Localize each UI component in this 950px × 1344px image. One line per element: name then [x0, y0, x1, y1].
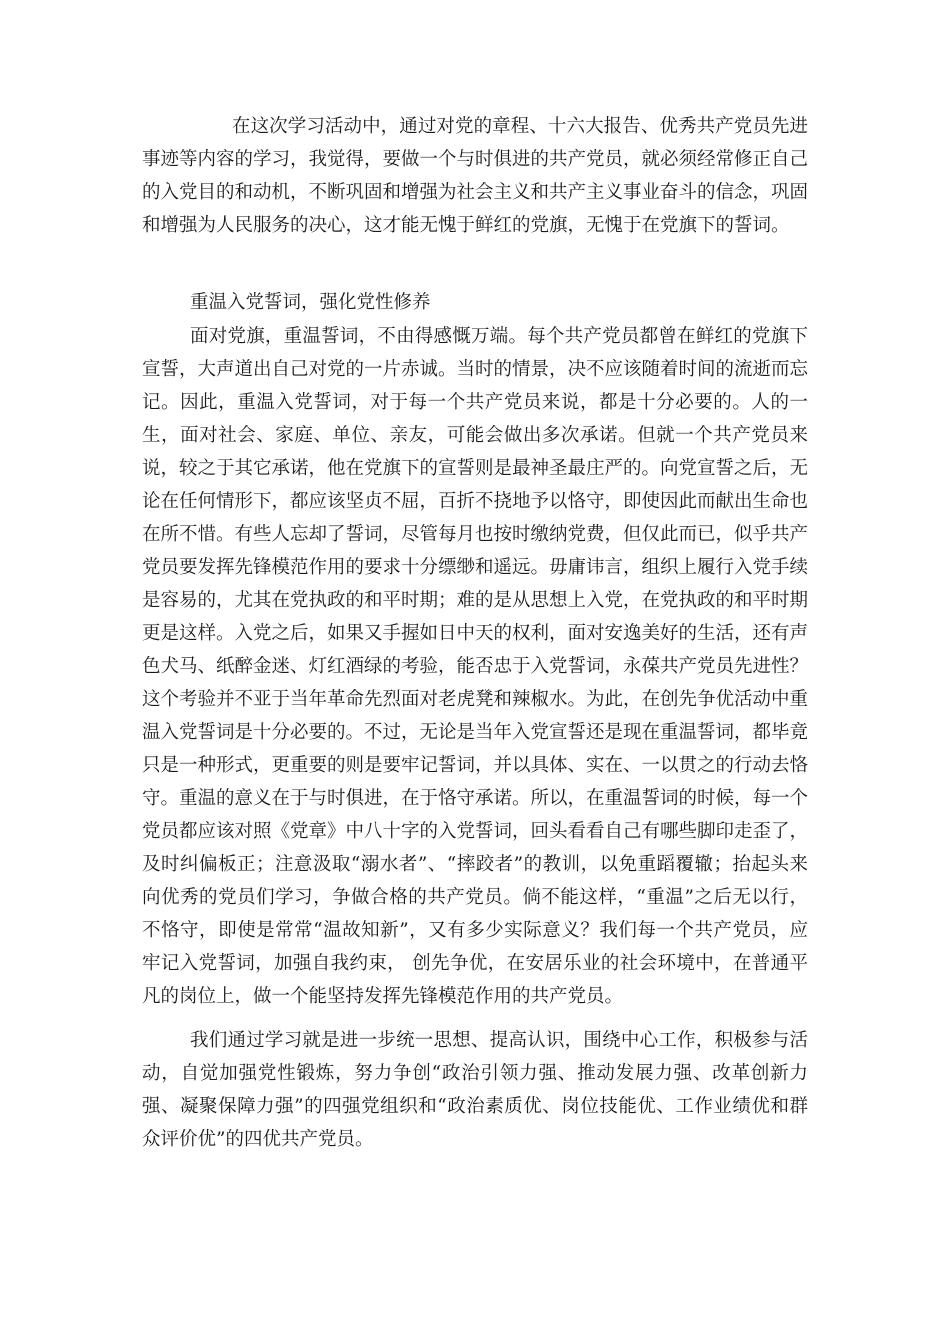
- paragraph-study-reflection: [142, 110, 808, 242]
- section-heading: [142, 286, 808, 319]
- paragraph-conclusion: [142, 1024, 808, 1156]
- section-heading-text: 重温入党誓词，强化党性修养: [190, 292, 431, 313]
- paragraph-oath-review: [142, 320, 808, 1013]
- paragraph-text: 面对党旗，重温誓词，不由得感慨万端。每个共产党员都曾在鲜红的党旗下宣誓，大声道出自己对党的一片赤诚。当时的情景，决不应该随着时间的流逝而忘记。因此，重温入党誓词，对于每一个共产党员来说，都是十分必要的。人的一生，面对社会、家庭、单位、亲友，可能会做出多次承诺。但就一个共产党员来说，较之于其它承诺，他在党旗下的宣誓则是最神圣最庄严的。向党宣誓之后，无论在任何情形下，都应该坚贞不屈，百折不挠地予以恪守，即使因此而献出生命也在所不惜。有些人忘却了誓词，尽管每月也按时缴纳党费，但仅此而已，似乎共产党员要发挥先锋模范作用的要求十分缥缈和遥远。毋庸讳言，组织上履行入党手续是容易的，尤其在党执政的和平时期；难的是从思想上入党，在党执政的和平时期更是这样。入党之后，如果又手握如日中天的权利，面对安逸美好的生活，还有声色犬马、纸醉金迷、灯红酒绿的考验，能否忠于入党誓词，永葆共产党员先进性？这个考验并不亚于当年革命先烈面对老虎凳和辣椒水。为此，在创先争优活动中重温入党誓词是十分必要的。不过，无论是当年入党宣誓还是现在重温誓词，都毕竟只是一种形式，更重要的则是要牢记誓词，并以具体、实在、一以贯之的行动去恪守。重温的意义在于与时俱进，在于恪守承诺。所以，在重温誓词的时候，每一个党员都应该对照《党章》中八十字的入党誓词，回头看看自己有哪些脚印走歪了，及时纠偏板正；注意汲取“溺水者”、“摔跤者”的教训，以免重蹈覆辙；抬起头来向优秀的党员们学习，争做合格的共产党员。倘不能这样，“重温”之后无以行，不恪守，即使是常常“温故知新”，又有多少实际意义？我们每一个共产党员，应牢记入党誓词，加强自我约束， 创先争优，在安居乐业的社会环境中，在普通平凡的岗位上，做一个能坚持发挥先锋模范作用的共产党员。: [142, 326, 809, 1007]
- paragraph-text: 我们通过学习就是进一步统一思想、提高认识，围绕中心工作，积极参与活动，自觉加强党性锻炼，努力争创“政治引领力强、推动发展力强、改革创新力强、凝聚保障力强”的四强党组织和“政治素质优、岗位技能优、工作业绩优和群众评价优”的四优共产党员。: [142, 1030, 808, 1150]
- paragraph-text: 在这次学习活动中，通过对党的章程、十六大报告、优秀共产党员先进事迹等内容的学习，我觉得，要做一个与时俱进的共产党员，就必须经常修正自己的入党目的和动机，不断巩固和增强为社会主义和共产主义事业奋斗的信念，巩固和增强为人民服务的决心，这才能无愧于鲜红的党旗，无愧于在党旗下的誓词。: [142, 116, 809, 236]
